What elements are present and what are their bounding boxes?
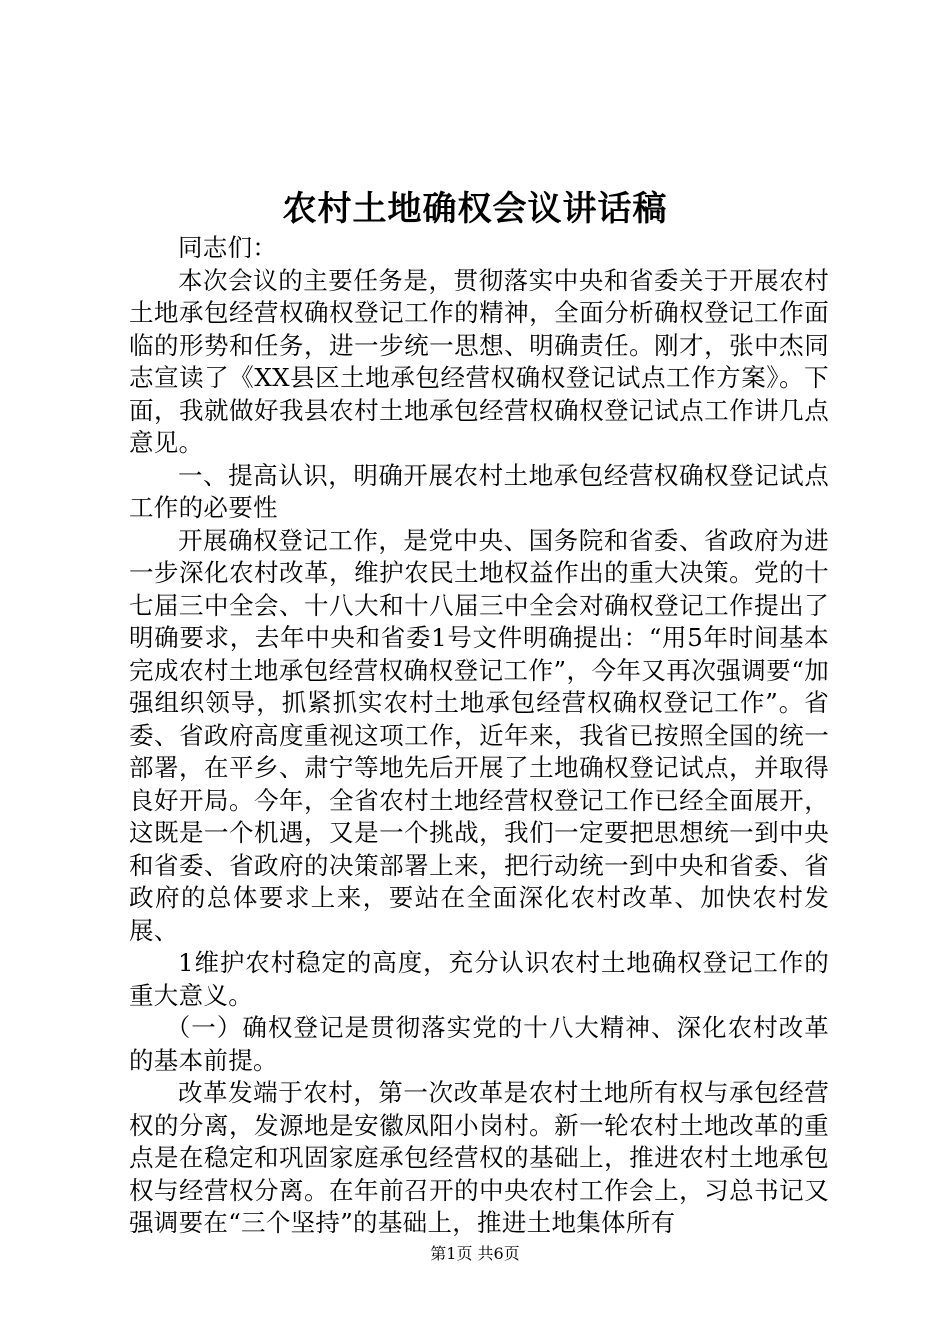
- section-heading-1: 一、提高认识，明确开展农村土地承包经营权确权登记试点工作的必要性: [129, 460, 829, 522]
- body-paragraph: 1维护农村稳定的高度，充分认识农村土地确权登记工作的重大意义。: [129, 948, 829, 1010]
- subsection-heading-1: （一）确权登记是贯彻落实党的十八大精神、深化农村改革的基本前提。: [129, 1013, 829, 1075]
- document-body: [129, 232, 829, 1240]
- body-paragraph: 改革发端于农村，第一次改革是农村土地所有权与承包经营权的分离，发源地是安徽凤阳小岗村。新一轮农村土地改革的重点是在稳定和巩固家庭承包经营权的基础上，推进农村土地承包权与经营权分离。在年前召开的中央农村工作会上，习总书记又强调要在“三个坚持”的基础上，推进土地集体所有: [129, 1078, 829, 1237]
- page-footer: 第1页 共6页: [430, 1244, 520, 1263]
- body-paragraph: 开展确权登记工作，是党中央、国务院和省委、省政府为进一步深化农村改革，维护农民土地权益作出的重大决策。党的十七届三中全会、十八大和十八届三中全会对确权登记工作提出了明确要求，去年中央和省委1号文件明确提出：“用5年时间基本完成农村土地承包经营权确权登记工作”，今年又再次强调要“加强组织领导，抓紧抓实农村土地承包经营权确权登记工作”。省委、省政府高度重视这项工作，近年来，我省已按照全国的统一部署，在平乡、肃宁等地先后开展了土地确权登记试点，并取得良好开局。今年，全省农村土地经营权登记工作已经全面展开，这既是一个机遇，又是一个挑战，我们一定要把思想统一到中央和省委、省政府的决策部署上来，把行动统一到中央和省委、省政府的总体要求上来，要站在全面深化农村改革、加快农村发展、: [129, 525, 830, 945]
- salutation-paragraph: 同志们：: [178, 233, 278, 262]
- document-title: 农村土地确权会议讲话稿: [282, 189, 668, 229]
- intro-paragraph: 本次会议的主要任务是，贯彻落实中央和省委关于开展农村土地承包经营权确权登记工作的精神，全面分析确权登记工作面临的形势和任务，进一步统一思想、明确责任。刚才，张中杰同志宣读了《XX县区土地承包经营权确权登记试点工作方案》。下面，我就做好我县农村土地承包经营权确权登记试点工作讲几点意见。: [129, 265, 829, 457]
